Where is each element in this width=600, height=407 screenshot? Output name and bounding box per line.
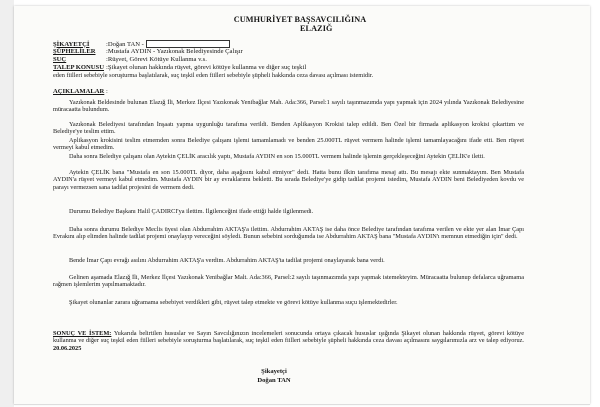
explanations-field bbox=[53, 88, 108, 96]
paragraph-10: Şikayet olunanlar zarara uğramama sebebiyet verdikleri gibi, rüşvet talep etmekte ve görevi kötüye kullanma suçu işlemektedirler. bbox=[69, 299, 398, 306]
paragraph-7: Daha sonra durumu Belediye Meclis üyesi olan Abdurrahim AKTAŞ'a ilettim. Abdurrahim AKTAŞ ise daha önce Belediye tarafından tarafıma verilen ve ekte yer alan İmar Çapı Evrakını alıp elimden halinde tadilat projemi onaylayıp vereceğini söyledi. Bunun sebebini sorduğumda ise Abdurrahim AKTAŞ bana "Mustafa AYDIN'ı memnun etmediğin için" dedi. bbox=[53, 226, 524, 241]
crime-value: :Rüşvet, Görevi Kötüye Kullanma v.s. bbox=[106, 56, 207, 63]
redacted-box bbox=[146, 40, 230, 48]
suspects-value: :Mustafa AYDIN - Yazıkonak Belediyesinde Çalışır bbox=[106, 48, 243, 55]
paragraph-6: Durumu Belediye Başkanı Halil ÇADIRCI'ya ilettim. İlgilenceğini ifade ettiği halde ilgilenmedi. bbox=[69, 208, 314, 215]
paragraph-9: Gelinen aşamada Elazığ İli, Merkez İlçesi Yazıkonak Yenibağlar Malt. Ada:366, Parsel:2 sayılı taşınmazımda yapı yapmak istemekteyim. Müracaatta bulunup defalarca uğramama rağmen işlemlerim yapılmamaktadır. bbox=[53, 274, 524, 289]
complainant-value: :Doğan TAN - bbox=[106, 40, 144, 48]
paragraph-8: Bende İmar Çapı evrağı asılını Abdurrahim AKTAŞ'a verdim. Abdurrahim AKTAŞ'ta tadilat projemi onaylayarak bana verdi. bbox=[69, 257, 385, 264]
paragraph-4: Daha sonra Belediye çalışanı olan Aytekin ÇELİK aracılık yaptı, Mustafa AYDIN en son 15.000TL vermem halinde işlemin gerçekleşeceğini Aytekin ÇELİK'e iletti. bbox=[69, 153, 485, 160]
paragraph-5: Aytekin ÇELİK bana "Mustafa en son 15.000TL diyor, daha aşağısını kabul etmiyor" dedi. Hatta bunu ilkin tarafıma mesaj attı. Bu mesajı ekte sunmaktayım. Ben Mustafa AYDIN'a rüşvet vermeyi kabul etmedim. Mustafa AYDIN bir ay evraklarımı bekletti. Bu sırada Belediye'ye gidip tadilat projemi istedim, Mustafa AYDIN beni Belediyeden kovdu ve parayı vermezsen sana tadilat projesini de vermem dedi. bbox=[53, 169, 524, 191]
request-value: :Şikayet olunan hakkında rüşvet, görevi kötüye kullanma ve diğer suç teşkil bbox=[106, 64, 307, 71]
request-label: TALEP KONUSU bbox=[53, 64, 104, 71]
document-city: ELAZIĞ bbox=[300, 24, 333, 33]
document-title: CUMHURİYET BAŞSAVCILIĞINA bbox=[233, 15, 367, 24]
request-continuation: eden fiilleri sebebiyle soruşturma başlatılarak, suç teşkil eden fiilleri sebebiyle şüpheli hakkında ceza davası açılması istemidir. bbox=[53, 72, 374, 79]
crime-label: SUÇ bbox=[53, 56, 67, 63]
suspects-label: ŞÜPHELİLER bbox=[53, 48, 96, 55]
request-field bbox=[53, 64, 306, 72]
left-gutter bbox=[0, 0, 14, 407]
page-bottom-edge bbox=[14, 404, 590, 405]
explanations-label: AÇIKLAMALAR bbox=[53, 88, 105, 95]
explanations-value: : bbox=[106, 88, 108, 95]
suspects-field bbox=[53, 48, 243, 56]
signature-name: Doğan TAN bbox=[257, 377, 291, 384]
paragraph-1: Yazıkonak Beldesinde bulunan Elazığ İli, Merkez İlçesi Yazıkonak Yenibağlar Mah. Ada:366, Parsel:1 sayılı taşınmazımda yapı yapmak için 2024 yılında Yazıkonak Belediyesine müracaatta bulundum. bbox=[53, 99, 524, 114]
document-date: 20.06.2025 bbox=[53, 344, 82, 352]
paragraph-3: Aplikasyon krokisini teslim etmemden sonra Belediye çalışanı işlemi tamamlamadı ve benden 25.000TL rüşvet vermem halinde işlemi tamamlayacağını ifade etti. Ben rüşvet vermeyi kabul etmedim. bbox=[53, 137, 524, 152]
signature-title: Şikayetçi bbox=[261, 368, 287, 375]
conclusion-text: Yukarıda belirtilen hususlar ve Sayın Savcılığınızın incelemeleri sonucunda ortaya çıkacak hususlar ışığında Şikayet olunan hakkında rüşvet, görevi kötüye kullanma ve diğer suç teşkil eden fiilleri sebebiyle soruşturma başlatılarak, suç teşkil eden fiilleri sebebiyle şüpheli hakkında ceza davası açılmasını saygılarımızla arz ve talep ediyoruz. bbox=[53, 330, 525, 345]
paragraph-2: Yazıkonak Belediyesi tarafından İnşaatı yapma uygunluğu tarafıma verildi. Benden Aplikasyon Krokisi talep edildi. Ben Özel bir firmada aplikasyon krokisi çıkarttım ve Belediye'ye teslim ettim. bbox=[53, 121, 524, 136]
complainant-label: ŞİKAYETÇİ bbox=[53, 40, 90, 48]
crime-field bbox=[53, 56, 207, 64]
conclusion-label: SONUÇ VE İSTEM: bbox=[53, 330, 112, 337]
conclusion-paragraph bbox=[53, 330, 524, 352]
